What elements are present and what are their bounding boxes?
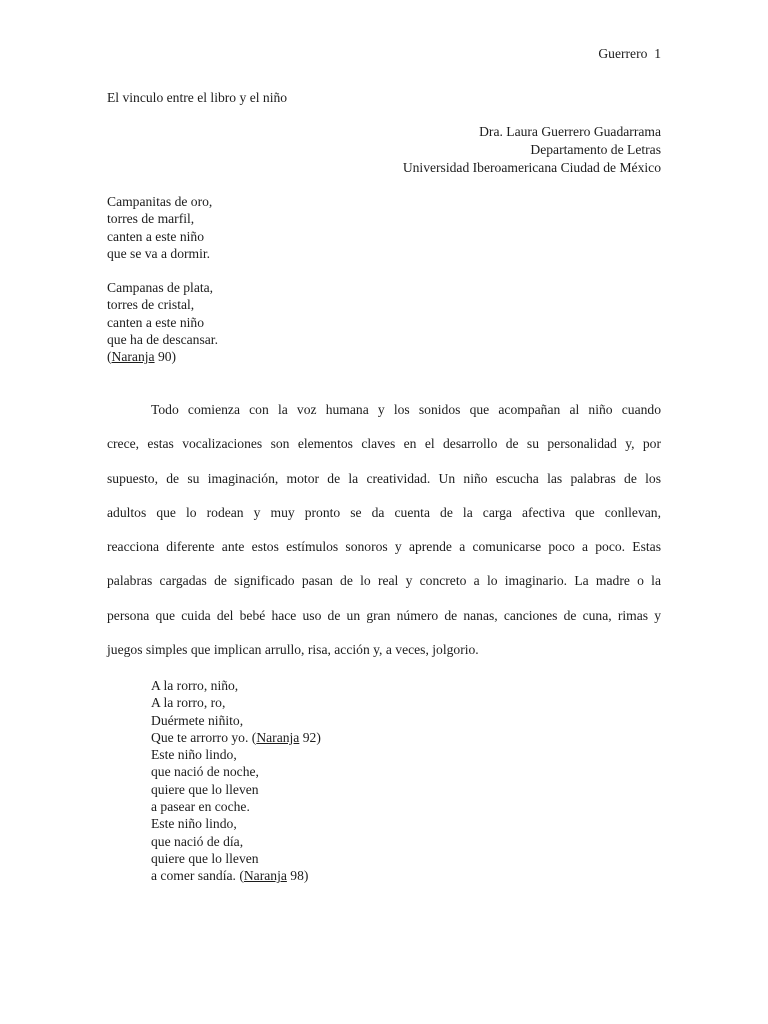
paragraph-line: reacciona diferente ante estos estímulos sonoros y aprende a comunicarse poco a poco. Estas [107, 539, 661, 555]
verse-stanza-2 [107, 279, 218, 365]
verse-line: canten a este niño [107, 228, 205, 244]
verse-line: Este niño lindo, [151, 747, 237, 763]
author-name: Dra. Laura Guerrero Guadarrama [479, 124, 661, 139]
citation-page: 92) [299, 729, 321, 745]
verse-line: que nació de día, [151, 833, 244, 849]
verse-line: A la rorro, ro, [151, 695, 226, 711]
paragraph-line: crece, estas vocalizaciones son elementos claves en el desarrollo de su personalidad y, por [107, 436, 661, 452]
running-head: Guerrero 1 [598, 46, 661, 61]
verse-line: quiere que lo lleven [151, 781, 259, 797]
verse-line: canten a este niño [107, 314, 205, 330]
citation-title: Naranja [256, 729, 300, 745]
verse-line: Duérmete niñito, [151, 712, 244, 728]
paragraph-line: persona que cuida del bebé hace uso de un gran número de nanas, canciones de cuna, rimas y [107, 607, 661, 623]
citation-page: 90) [154, 349, 177, 365]
verse-line: Campanas de plata, [107, 280, 214, 295]
citation-title: Naranja [111, 349, 155, 365]
verse-line-with-citation [151, 867, 321, 884]
citation-page: 98) [286, 868, 309, 884]
paragraph-line: Todo comienza con la voz humana y los sonidos que acompañan al niño cuando [151, 402, 661, 417]
author-institution: Universidad Iberoamericana Ciudad de México [402, 160, 661, 175]
verse-line: a pasear en coche. [151, 799, 250, 815]
verse-line: que se va a dormir. [107, 245, 211, 261]
verse-line: que ha de descansar. [107, 331, 218, 347]
verse-line: Este niño lindo, [151, 816, 237, 832]
paragraph-line: palabras cargadas de significado pasan de lo real y concreto a lo imaginario. La madre o la [107, 573, 661, 589]
verse-line: Campanitas de oro, [107, 194, 213, 209]
verse-stanza-1 [107, 193, 212, 262]
verse-line: A la rorro, niño, [151, 678, 239, 693]
verse-text: Que te arrorro yo. ( [151, 729, 257, 745]
document-title: El vinculo entre el libro y el niño [107, 90, 288, 105]
verse-line: torres de cristal, [107, 297, 195, 313]
paragraph-line: juegos simples que implican arrullo, risa, acción y, a veces, jolgorio. [107, 642, 479, 658]
citation-open: ( [107, 349, 112, 365]
paragraph-line: adultos que lo rodean y muy pronto se da cuenta de la carga afectiva que conllevan, [107, 504, 661, 520]
body-paragraph [107, 393, 661, 667]
author-block [403, 123, 661, 177]
author-department: Departamento de Letras [530, 142, 661, 157]
verse-line: quiere que lo lleven [151, 850, 259, 866]
verse-line: torres de marfil, [107, 211, 195, 227]
verse-line-with-citation [151, 729, 321, 746]
citation-title: Naranja [243, 868, 287, 884]
verse-text: a comer sandía. ( [151, 868, 244, 884]
paragraph-line: supuesto, de su imaginación, motor de la creatividad. Un niño escucha las palabras de los [107, 470, 661, 486]
verse-citation [107, 348, 218, 365]
verse-line: que nació de noche, [151, 764, 259, 780]
verse-stanza-3 [151, 677, 321, 885]
